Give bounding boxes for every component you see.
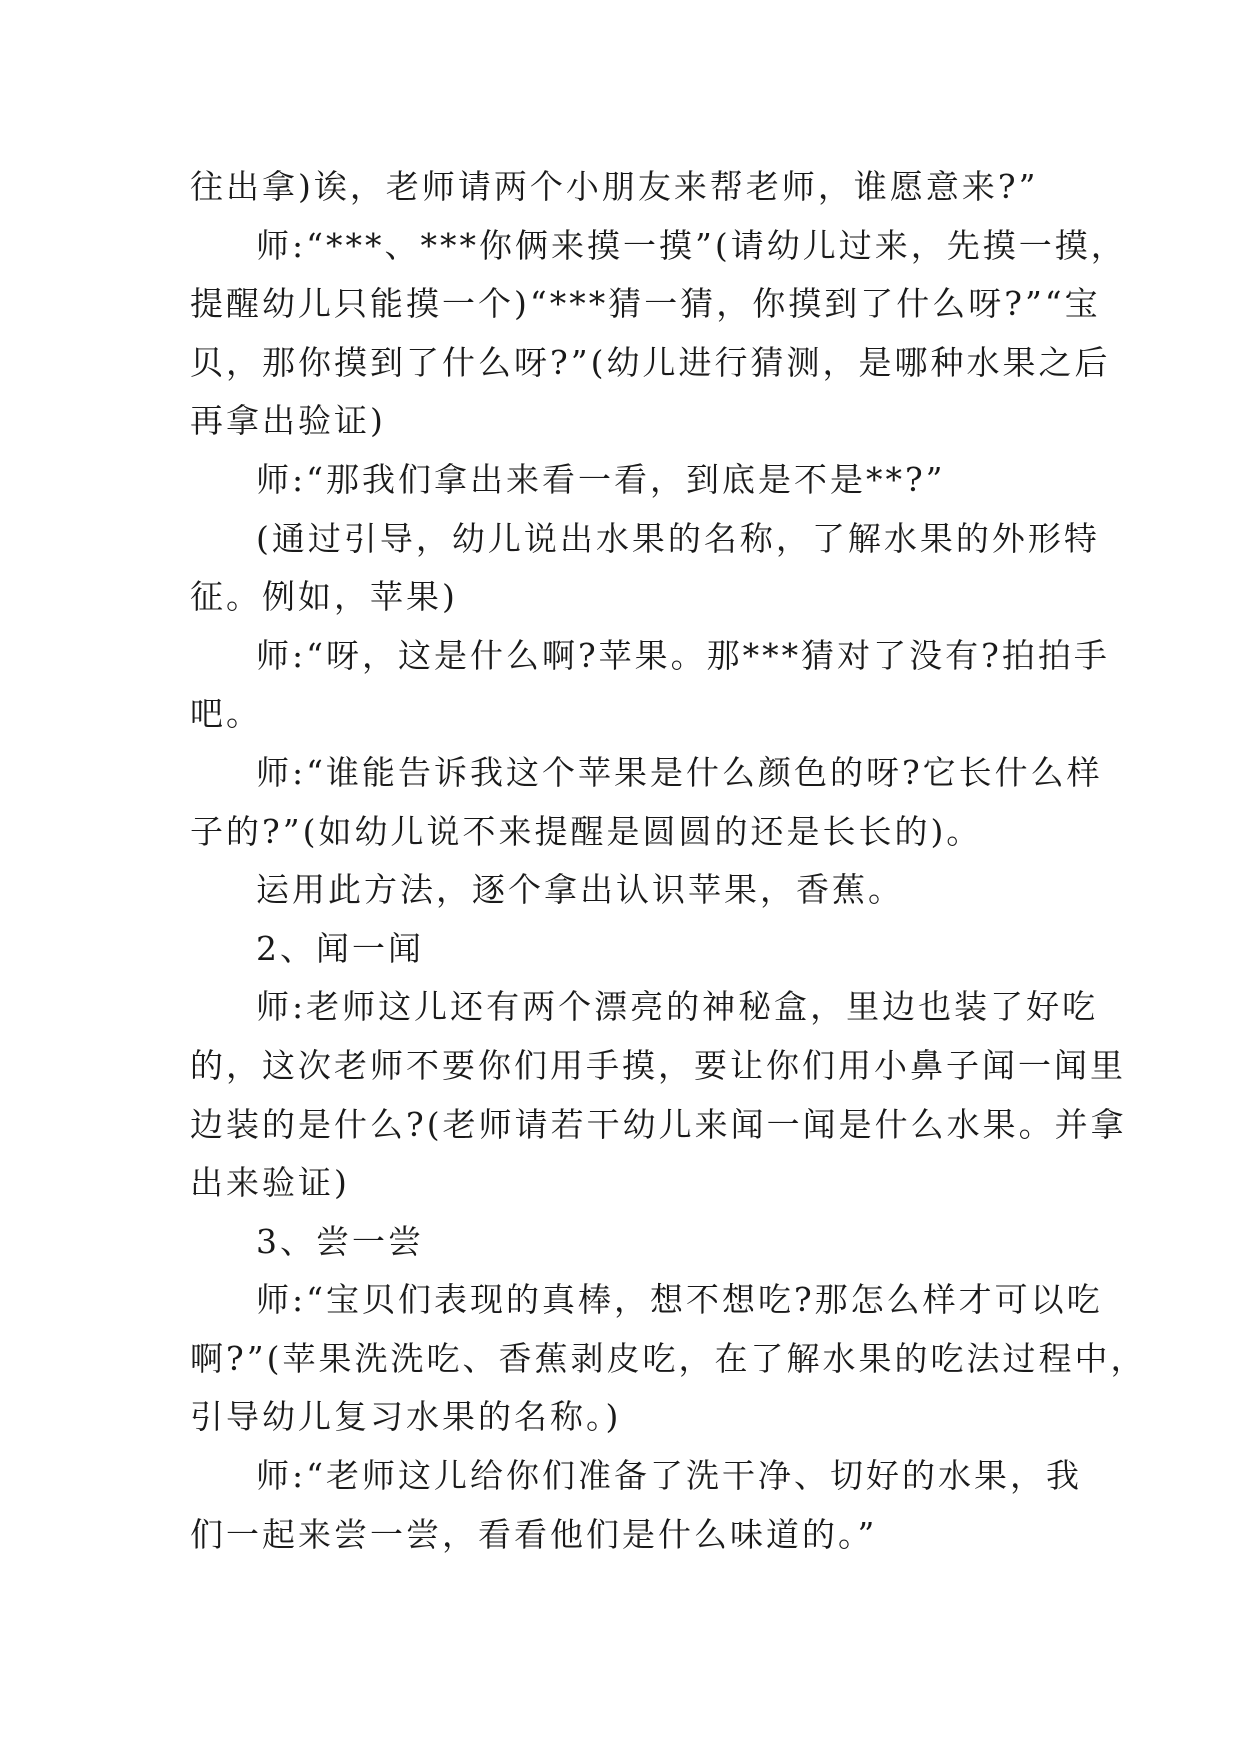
text-line: 们一起来尝一尝，看看他们是什么味道的。” <box>190 1514 878 1554</box>
text-line: (通过引导，幼儿说出水果的名称，了解水果的外形特 <box>256 518 1100 558</box>
text-line: 师:“呀，这是什么啊?苹果。那***猜对了没有?拍拍手 <box>256 635 1110 675</box>
text-line: 2、闻一闻 <box>256 928 424 968</box>
text-line: 运用此方法，逐个拿出认识苹果，香蕉。 <box>256 870 904 910</box>
text-line: 出来验证) <box>190 1163 350 1203</box>
text-line: 提醒幼儿只能摸一个)“***猜一猜，你摸到了什么呀?”“宝 <box>190 284 1101 324</box>
text-line: 再拿出验证) <box>190 401 386 441</box>
document-body <box>190 158 1147 1564</box>
text-line: 师:“谁能告诉我这个苹果是什么颜色的呀?它长什么样 <box>256 752 1103 792</box>
text-line: 3、尝一尝 <box>256 1221 424 1261</box>
text-line: 师:“老师这儿给你们准备了洗干净、切好的水果，我 <box>256 1456 1082 1496</box>
text-line: 贝，那你摸到了什么呀?”(幼儿进行猜测，是哪种水果之后 <box>190 342 1111 382</box>
text-line: 师:“那我们拿出来看一看，到底是不是**?” <box>256 459 946 499</box>
text-line: 往出拿)诶，老师请两个小朋友来帮老师，谁愿意来?” <box>190 167 1039 206</box>
text-line: 啊?”(苹果洗洗吃、香蕉剥皮吃，在了解水果的吃法过程中， <box>190 1338 1147 1378</box>
text-line: 师:“***、***你俩来摸一摸”(请幼儿过来，先摸一摸， <box>256 225 1127 265</box>
text-line: 征。例如，苹果) <box>190 577 458 617</box>
text-line: 师:老师这儿还有两个漂亮的神秘盒，里边也装了好吃 <box>256 987 1099 1027</box>
text-line: 引导幼儿复习水果的名称。) <box>190 1397 622 1437</box>
text-line: 师:“宝贝们表现的真棒，想不想吃?那怎么样才可以吃 <box>256 1280 1103 1320</box>
text-line: 的，这次老师不要你们用手摸，要让你们用小鼻子闻一闻里 <box>190 1045 1126 1085</box>
text-line: 边装的是什么?(老师请若干幼儿来闻一闻是什么水果。并拿 <box>190 1104 1127 1144</box>
text-line: 子的?”(如幼儿说不来提醒是圆圆的还是长长的)。 <box>190 811 983 851</box>
text-line: 吧。 <box>190 694 262 734</box>
